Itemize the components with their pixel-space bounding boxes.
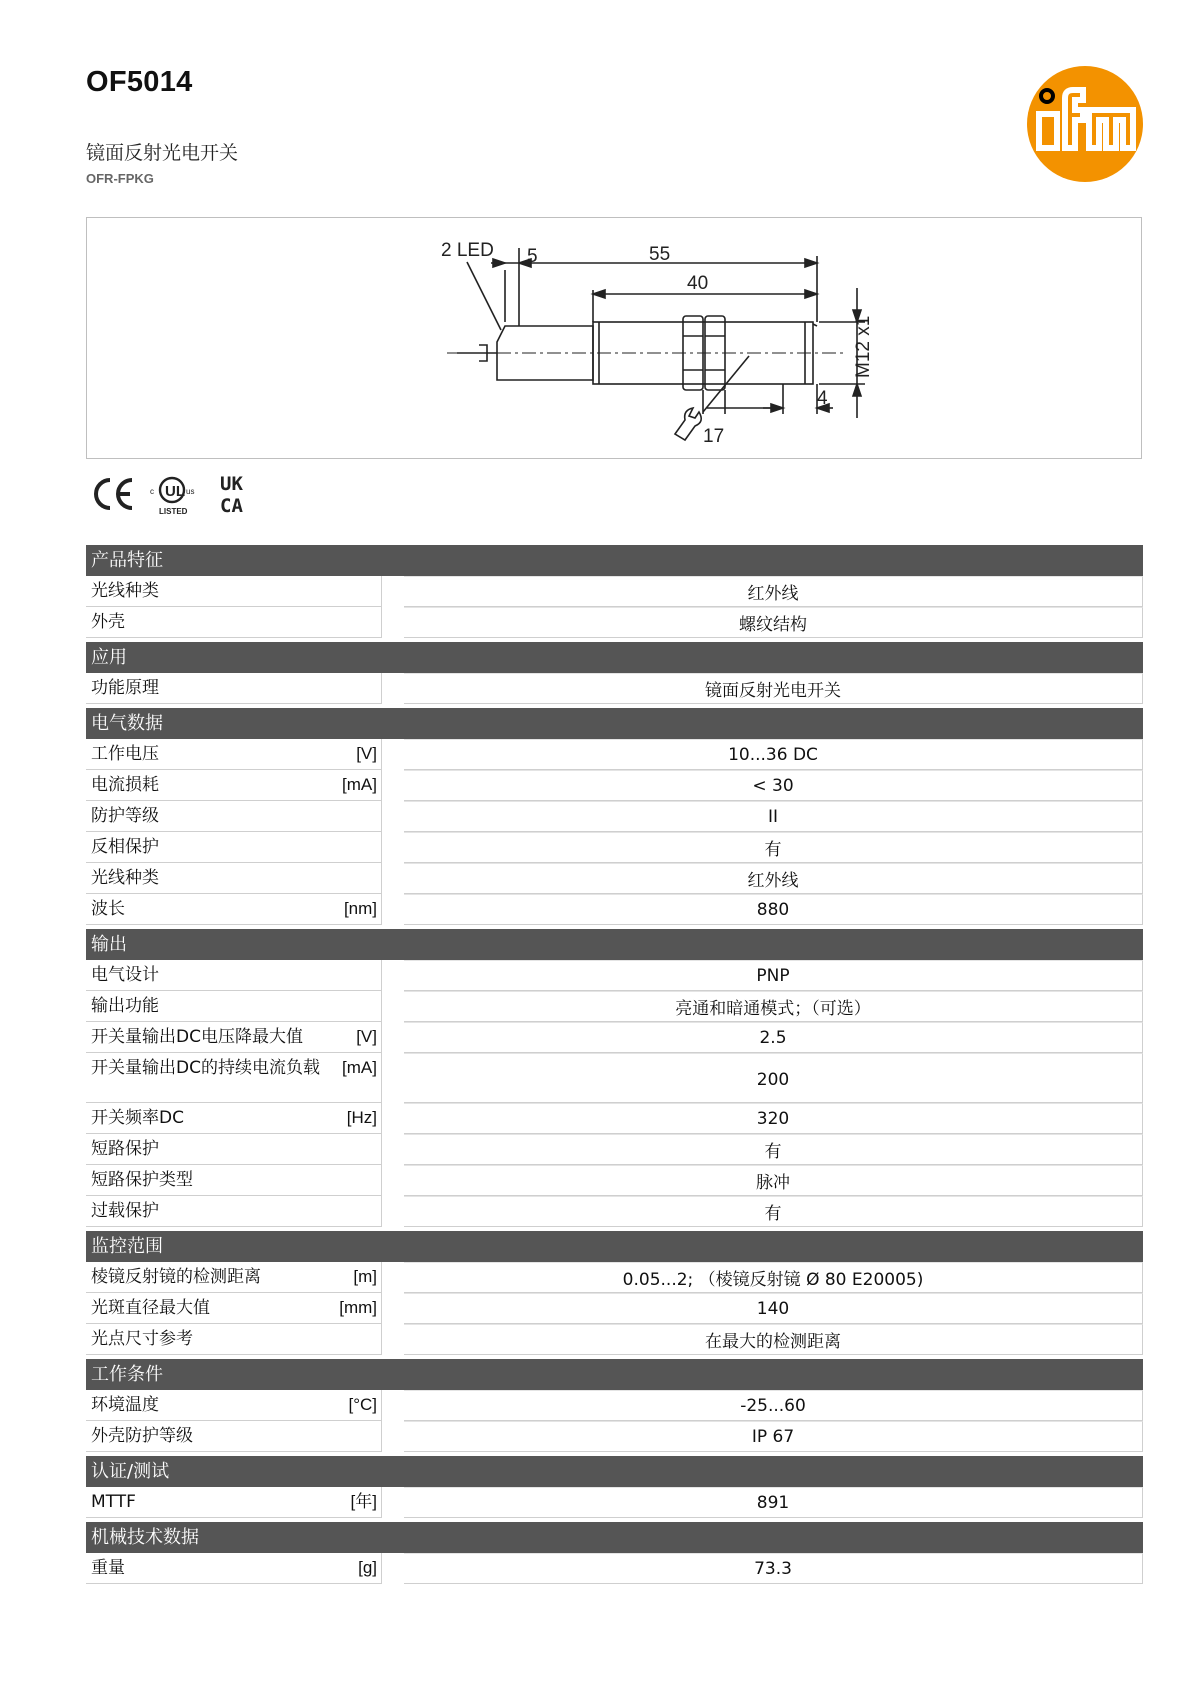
spec-label-cell bbox=[86, 832, 382, 863]
spec-label-cell bbox=[86, 1165, 382, 1196]
spec-value: 镜面反射光电开关 bbox=[404, 673, 1143, 704]
spec-unit: [g] bbox=[358, 1558, 377, 1577]
spec-row bbox=[86, 1022, 1143, 1053]
spec-label: 波长 bbox=[91, 899, 125, 919]
svg-text:17: 17 bbox=[703, 426, 725, 447]
spec-label-cell bbox=[86, 1487, 382, 1518]
svg-text:CA: CA bbox=[220, 495, 243, 517]
svg-text:us: us bbox=[186, 487, 195, 496]
section-header: 认证/测试 bbox=[86, 1456, 1143, 1487]
spec-label-cell bbox=[86, 1553, 382, 1584]
certification-marks bbox=[92, 470, 262, 520]
ce-mark-icon bbox=[96, 480, 132, 508]
spec-value: II bbox=[404, 801, 1143, 832]
spec-label: 外壳 bbox=[91, 612, 125, 632]
spec-label-cell bbox=[86, 863, 382, 894]
spec-label: 光线种类 bbox=[91, 868, 159, 888]
spec-label: MTTF bbox=[91, 1492, 136, 1512]
svg-text:UL: UL bbox=[165, 483, 185, 500]
spec-value: 0.05...2; （棱镜反射镜 Ø 80 E20005) bbox=[404, 1262, 1143, 1293]
svg-text:ifm: ifm bbox=[1085, 174, 1087, 175]
spec-label: 光斑直径最大值 bbox=[91, 1298, 210, 1318]
spec-label-cell bbox=[86, 991, 382, 1022]
spec-row bbox=[86, 991, 1143, 1022]
spec-row bbox=[86, 576, 1143, 607]
spec-value: 320 bbox=[404, 1103, 1143, 1134]
spec-row bbox=[86, 863, 1143, 894]
svg-text:c: c bbox=[150, 487, 154, 496]
spec-label: 防护等级 bbox=[91, 806, 159, 826]
spec-label-cell bbox=[86, 894, 382, 925]
spec-unit: [V] bbox=[356, 744, 377, 763]
spec-label-cell bbox=[86, 739, 382, 770]
spec-row bbox=[86, 739, 1143, 770]
spec-row bbox=[86, 673, 1143, 704]
spec-label-cell bbox=[86, 1103, 382, 1134]
spec-label: 开关频率DC bbox=[91, 1108, 184, 1128]
spec-value: 在最大的检测距离 bbox=[404, 1324, 1143, 1355]
spec-label: 棱镜反射镜的检测距离 bbox=[91, 1267, 261, 1287]
spec-value: 880 bbox=[404, 894, 1143, 925]
spec-label: 外壳防护等级 bbox=[91, 1426, 193, 1446]
spec-unit: [mA] bbox=[342, 775, 377, 794]
spec-unit: [m] bbox=[353, 1267, 377, 1286]
specification-table bbox=[86, 545, 1143, 1584]
svg-text:55: 55 bbox=[649, 244, 671, 265]
spec-label: 短路保护 bbox=[91, 1139, 159, 1159]
spec-label-cell bbox=[86, 576, 382, 607]
spec-label: 工作电压 bbox=[91, 744, 159, 764]
spec-label-cell bbox=[86, 960, 382, 991]
spec-row bbox=[86, 1324, 1143, 1355]
svg-text:LISTED: LISTED bbox=[159, 507, 188, 516]
spec-row bbox=[86, 894, 1143, 925]
spec-row bbox=[86, 832, 1143, 863]
spec-value: 红外线 bbox=[404, 576, 1143, 607]
spec-label-cell bbox=[86, 1262, 382, 1293]
section-header: 机械技术数据 bbox=[86, 1522, 1143, 1553]
section-header: 电气数据 bbox=[86, 708, 1143, 739]
spec-label: 电气设计 bbox=[91, 965, 159, 985]
spec-label-cell bbox=[86, 1421, 382, 1452]
spec-row bbox=[86, 1165, 1143, 1196]
svg-text:M12 x1: M12 x1 bbox=[853, 315, 874, 378]
spec-label-cell bbox=[86, 1293, 382, 1324]
spec-label: 电流损耗 bbox=[91, 775, 159, 795]
spec-unit: [nm] bbox=[343, 899, 377, 918]
spec-label: 功能原理 bbox=[91, 678, 159, 698]
section-header: 工作条件 bbox=[86, 1359, 1143, 1390]
spec-row bbox=[86, 607, 1143, 638]
spec-label: 光线种类 bbox=[91, 581, 159, 601]
spec-label: 短路保护类型 bbox=[91, 1170, 193, 1190]
svg-text:5: 5 bbox=[527, 246, 538, 267]
spec-row bbox=[86, 1134, 1143, 1165]
spec-value: 140 bbox=[404, 1293, 1143, 1324]
spec-label: 输出功能 bbox=[91, 996, 159, 1016]
svg-text:2 LED: 2 LED bbox=[441, 240, 494, 261]
product-subtitle: 镜面反射光电开关 bbox=[86, 142, 239, 164]
spec-row bbox=[86, 1262, 1143, 1293]
section-header: 应用 bbox=[86, 642, 1143, 673]
spec-value: 亮通和暗通模式；（可选） bbox=[404, 991, 1143, 1022]
spec-label: 光点尺寸参考 bbox=[91, 1329, 193, 1349]
spec-value: 2.5 bbox=[404, 1022, 1143, 1053]
spec-row bbox=[86, 1103, 1143, 1134]
spec-value: 有 bbox=[404, 832, 1143, 863]
spec-value: 螺纹结构 bbox=[404, 607, 1143, 638]
spec-value: -25...60 bbox=[404, 1390, 1143, 1421]
spec-label-cell bbox=[86, 673, 382, 704]
spec-row bbox=[86, 770, 1143, 801]
spec-label-cell bbox=[86, 1053, 382, 1103]
spec-row bbox=[86, 1053, 1143, 1103]
spec-value: 脉冲 bbox=[404, 1165, 1143, 1196]
spec-value: 有 bbox=[404, 1134, 1143, 1165]
spec-label-cell bbox=[86, 607, 382, 638]
spec-row bbox=[86, 1390, 1143, 1421]
spec-row bbox=[86, 1487, 1143, 1518]
spec-label: 开关量输出DC的持续电流负载 bbox=[91, 1058, 320, 1078]
section-header: 输出 bbox=[86, 929, 1143, 960]
spec-value: PNP bbox=[404, 960, 1143, 991]
spec-value: 10...36 DC bbox=[404, 739, 1143, 770]
svg-text:UK: UK bbox=[220, 473, 243, 495]
spec-label-cell bbox=[86, 1324, 382, 1355]
dimension-drawing bbox=[86, 217, 1142, 459]
spec-label: 环境温度 bbox=[91, 1395, 159, 1415]
spec-row bbox=[86, 1293, 1143, 1324]
spec-unit: [Hz] bbox=[346, 1108, 377, 1127]
spec-value: 红外线 bbox=[404, 863, 1143, 894]
spec-row bbox=[86, 801, 1143, 832]
spec-unit: [V] bbox=[356, 1027, 377, 1046]
spec-label: 过载保护 bbox=[91, 1201, 159, 1221]
spec-value: < 30 bbox=[404, 770, 1143, 801]
spec-label: 反相保护 bbox=[91, 837, 159, 857]
spec-value: IP 67 bbox=[404, 1421, 1143, 1452]
spec-label-cell bbox=[86, 1022, 382, 1053]
product-code: OFR-FPKG bbox=[86, 171, 154, 186]
spec-value: 有 bbox=[404, 1196, 1143, 1227]
spec-label: 重量 bbox=[91, 1558, 125, 1578]
spec-unit: [mA] bbox=[342, 1058, 377, 1077]
spec-unit: [°C] bbox=[348, 1395, 377, 1414]
spec-value: 73.3 bbox=[404, 1553, 1143, 1584]
section-header: 产品特征 bbox=[86, 545, 1143, 576]
product-title: OF5014 bbox=[86, 66, 193, 98]
spec-label-cell bbox=[86, 1196, 382, 1227]
section-header: 监控范围 bbox=[86, 1231, 1143, 1262]
spec-label-cell bbox=[86, 801, 382, 832]
spec-unit: [mm] bbox=[339, 1298, 377, 1317]
spec-row bbox=[86, 1196, 1143, 1227]
ifm-logo bbox=[1025, 64, 1145, 184]
spec-row bbox=[86, 1553, 1143, 1584]
spec-label-cell bbox=[86, 770, 382, 801]
cul-us-listed-icon bbox=[150, 478, 194, 516]
spec-row bbox=[86, 960, 1143, 991]
spec-row bbox=[86, 1421, 1143, 1452]
spec-value: 891 bbox=[404, 1487, 1143, 1518]
svg-text:40: 40 bbox=[687, 273, 709, 294]
spec-value: 200 bbox=[404, 1053, 1143, 1103]
spec-label: 开关量输出DC电压降最大值 bbox=[91, 1027, 303, 1047]
ukca-mark-icon bbox=[220, 473, 243, 517]
svg-text:4: 4 bbox=[817, 388, 828, 409]
spec-unit: [年] bbox=[350, 1492, 377, 1511]
spec-label-cell bbox=[86, 1134, 382, 1165]
spec-label-cell bbox=[86, 1390, 382, 1421]
